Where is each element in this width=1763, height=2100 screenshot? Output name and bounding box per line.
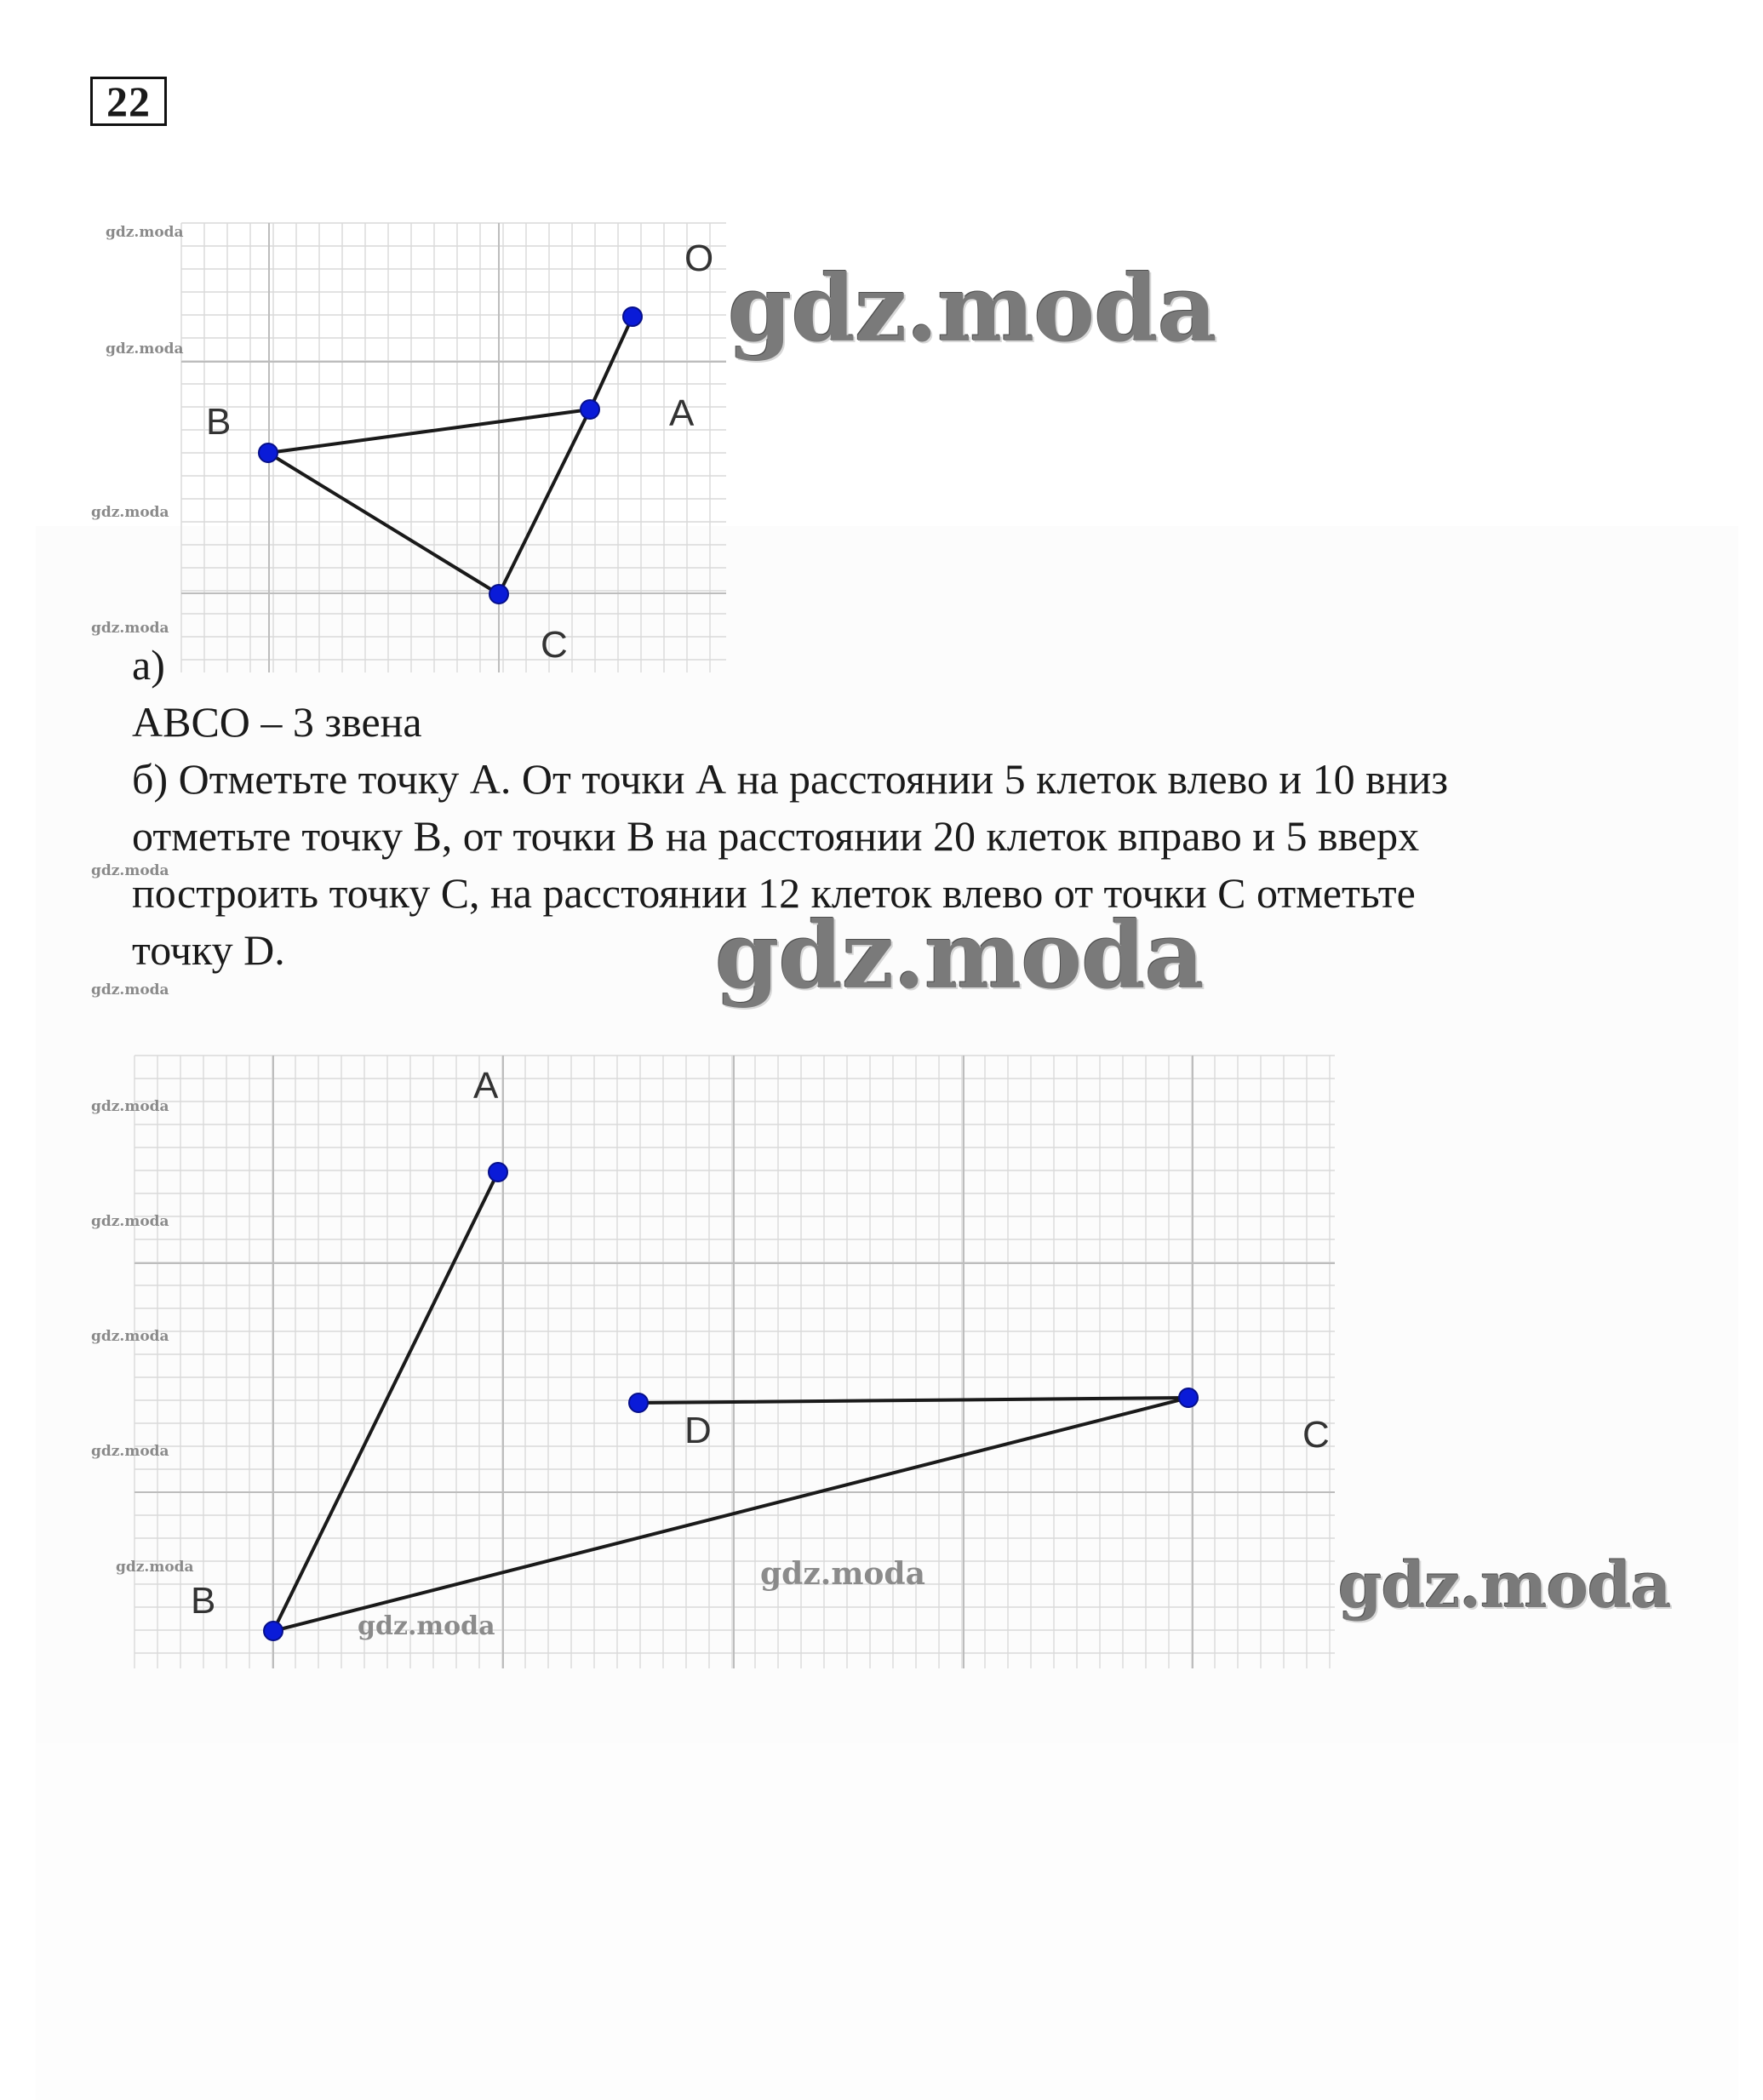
watermark-large-1: gdz.moda — [728, 255, 1216, 363]
watermark-small-5: gdz.moda — [91, 862, 169, 879]
segment-o-a — [590, 317, 633, 409]
segment-c-a — [499, 409, 590, 594]
point-a — [581, 400, 599, 419]
point-b — [259, 443, 278, 462]
watermark-small-2: gdz.moda — [106, 340, 184, 358]
part-a-label: а) — [132, 641, 165, 689]
part-b-line-1: б) Отметьте точку А. От точки А на расстоянии 5 клеток влево и 10 вниз — [132, 755, 1449, 803]
point-a — [489, 1163, 507, 1182]
blank-area — [36, 1743, 1738, 2100]
watermark-mid-1: gdz.moda — [760, 1556, 925, 1592]
watermark-small-11: gdz.moda — [116, 1559, 194, 1576]
watermark-large-2: gdz.moda — [715, 902, 1204, 1010]
watermark-small-1: gdz.moda — [106, 224, 184, 241]
watermark-large-3: gdz.moda — [1338, 1549, 1671, 1622]
watermark-small-9: gdz.moda — [91, 1328, 169, 1345]
part-b-line-4: точку D. — [132, 926, 285, 974]
point-o — [623, 307, 642, 326]
watermark-mid-2: gdz.moda — [358, 1611, 495, 1641]
watermark-small-4: gdz.moda — [91, 620, 169, 637]
watermark-small-7: gdz.moda — [91, 1098, 169, 1115]
diagram-a — [170, 213, 732, 681]
watermark-small-3: gdz.moda — [91, 504, 169, 521]
label-a: A — [669, 392, 695, 434]
segment-a-b — [273, 1172, 498, 1631]
point-c — [1179, 1388, 1198, 1407]
segment-a-b — [268, 409, 590, 453]
label-c: C — [1302, 1414, 1330, 1456]
segment-b-c — [268, 453, 499, 594]
label-b: B — [191, 1580, 216, 1622]
watermark-small-10: gdz.moda — [91, 1443, 169, 1460]
watermark-small-8: gdz.moda — [91, 1213, 169, 1230]
diagram-b — [132, 1051, 1341, 1673]
part-b-line-3: построить точку С, на расстоянии 12 клеток влево от точки С отметьте — [132, 869, 1416, 917]
label-d: D — [684, 1410, 712, 1451]
watermark-small-6: gdz.moda — [91, 981, 169, 999]
label-o: O — [684, 237, 714, 279]
part-a-answer: АВСО – 3 звена — [132, 698, 422, 746]
part-b-line-2: отметьте точку В, от точки В на расстоянии 20 клеток вправо и 5 вверх — [132, 812, 1420, 860]
point-b — [264, 1622, 283, 1640]
point-d — [629, 1393, 648, 1412]
label-b: B — [206, 401, 232, 443]
point-c — [489, 585, 508, 604]
diagram-b-grid — [135, 1056, 1335, 1668]
label-a: A — [473, 1065, 499, 1107]
label-c: C — [541, 624, 568, 666]
problem-number: 22 — [90, 77, 167, 126]
